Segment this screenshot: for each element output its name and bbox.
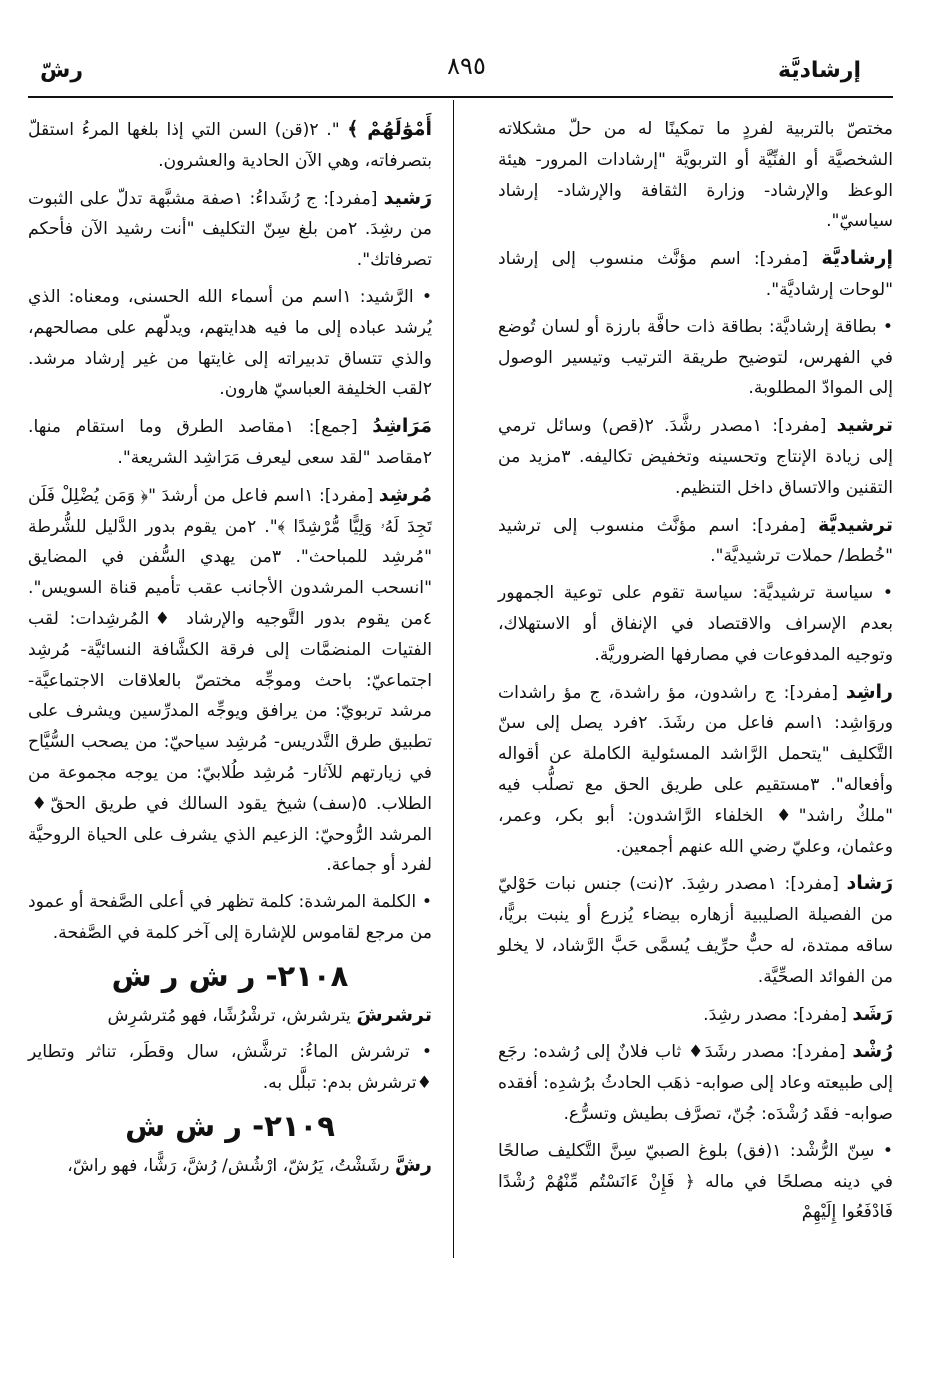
dictionary-entry (498, 868, 893, 992)
entry-headword: ترشيديَّة (817, 513, 893, 536)
dictionary-entry (28, 887, 432, 949)
entry-headword: رَشيد (383, 186, 433, 209)
dictionary-entry (498, 1136, 893, 1228)
dictionary-entry (28, 480, 432, 881)
entry-definition: • ترشرش الماءُ: ترشَّش، سال وقطَر، تناثر وتطاير ♦ترشرش بدم: تبلَّل به. (28, 1042, 432, 1094)
entry-definition: • الرَّشيد: ١اسم من أسماء الله الحسنى، ومعناه: الذي يُرشد عباده إلى ما فيه هدايتهم، ويدلّهم على مصالحهم، والذي تتساق تدبيراته إلى غايتها من غير إرشاد مرشد. ٢لقب الخليفة العباسيّ هارون. (28, 286, 432, 400)
entry-headword: رُشْد (852, 1040, 893, 1063)
entry-definition: [مفرد]: ١مصدر رشِدَ. ٢(نت) جنس نبات حَوْليّ من الفصيلة الصليبية أزهاره بيضاء يُزرع أو ينبت بريًّا، ساقه ممتدة، له حبٌّ حرِّيف يُسمَّى حَبَّ الرَّشاد، لا يخلو من الفوائد الصحِّيَّة. (498, 874, 893, 987)
entry-headword: مَرَاشِدُ (372, 415, 433, 438)
left-column (28, 114, 432, 1188)
entry-headword: راشِد (845, 680, 893, 703)
dictionary-entry (498, 510, 893, 573)
dictionary-entry (28, 1037, 432, 1099)
dictionary-entry (498, 410, 893, 503)
entry-definition: [جمع]: ١مقاصد الطرق وما استقام منها. ٢مقاصد "لقد سعى ليعرف مَرَاشِد الشريعة". (28, 417, 432, 468)
header-guide-word-right: إرشاديَّة (778, 58, 861, 83)
header-guide-word-left: رشّ (40, 58, 84, 83)
dictionary-entry (498, 312, 893, 404)
entry-headword: إرشاديَّة (821, 247, 893, 270)
entry-definition: [مفرد]: ١مصدر رشَّدَ. ٢(قص) وسائل ترمي إلى زيادة الإنتاج وتحسينه وتخفيض تكاليفه. ٣مزيد من التقنين والاتساق داخل التنظيم. (498, 416, 894, 498)
entry-headword: أَمْوَٰلَهُمْ ﴾ (347, 118, 433, 140)
dictionary-entry (498, 114, 893, 237)
dictionary-entry (28, 1000, 432, 1032)
entry-definition: • الكلمة المرشدة: كلمة تظهر في أعلى الصَّفحة أو عمود من مرجع لقاموس للإشارة إلى آخر كلمة في الصَّفحة. (28, 892, 432, 943)
entry-headword: مُرشِد (378, 483, 432, 506)
entry-definition: مختصّ بالتربية لفردٍ ما تمكينًا له من حلّ مشكلاته الشخصيَّة أو الفنِّيَّة أو التربويَّة "إرشادات المرور- هيئة الوعظ والإرشاد- وزارة الثقافة والإرشاد- إرشاد سياسيّ". (498, 119, 893, 232)
entry-definition: • سِنّ الرُّشْد: ١(فق) بلوغ الصبيّ سِنَّ التَّكليف صالحًا في دينه مصلحًا في ماله ﴿ فَإِنْ ءَانَسْتُم مِّنْهُمْ رُشْدًا فَادْفَعُوا إِلَيْهِمْ (498, 1140, 893, 1223)
entry-definition: [مفرد]: مصدر رشَدَ♦ ثاب فلانٌ إلى رُشده: رجَع إلى طبيعته وعاد إلى صوابه- ذهَب الحادثُ برُشدِه: أفقده صوابه- فقَد رُشْدَه: جُنّ، تصرَّف بطيش وتسرُّع. (498, 1042, 893, 1124)
root-heading-2108: ٢١٠٨- ر ش ر ش (111, 958, 349, 993)
entry-definition: [مفرد]: ١اسم فاعل من أرشدَ "﴿ وَمَن يُضْلِلْ فَلَن تَجِدَ لَهُۥ وَلِيًّا مُّرْشِدًا ﴾". ٢من يقوم بدور الدَّليل للشُّرطة "مُرشِد للمباحث". ٣من يهدي السُّفن في المضايق "انسحب المرشدون الأجانب عقب تأميم قناة السويس". ٤من يقوم بدور التَّوجيه والإرشاد ♦المُرشِدات: لقب الفتيات المنضمَّات إلى فرقة الكشَّافة النسائيَّة- مُرشِد اجتماعيّ: باحث وموجِّه مختصّ بالعلاقات الاجتماعيَّة- مرشد تربويّ: من يرافق ويوجِّه المدرِّسين ويشرف على تطبيق طرق التَّدريس- مُرشِد سياحيّ: من يصحب السُّيَّاح في زيارتهم للآثار- مُرشِد طُلابيّ: من يوجه مجموعة من الطلاب. ٥(سف) شيخ يقود السالك في طريق الحقّ♦ المرشد الرُّوحيّ: الزعيم الذي يشرف على الحياة الروحيَّة لفرد أو جماعة. (28, 485, 432, 876)
dictionary-entry (498, 243, 893, 306)
header-rule (28, 96, 893, 98)
entry-definition: [مفرد]: ج راشدون، مؤ راشدة، ج مؤ راشدات وروَاشِد: ١اسم فاعل من رشَدَ. ٢فرد يصل إلى سنّ التَّكليف "يتحمل الرَّاشد المسئولية الكاملة عن أقواله وأفعاله". ٣مستقيم على طريق الحق مع تصلُّب فيه "ملكٌ راشد"♦ الخلفاء الرَّاشدون: أبو بكر، وعمر، وعثمان، وعليّ رضي الله عنهم أجمعين. (498, 682, 893, 857)
page-number: ٨٩٥ (447, 52, 486, 80)
dictionary-entry (28, 282, 432, 405)
entry-headword: رَشاد (846, 872, 894, 895)
entry-definition: [مفرد]: مصدر رشِدَ. (703, 1004, 853, 1025)
entry-definition: • بطاقة إرشاديَّة: بطاقة ذات حافَّة بارزة أو لسان تُوضع في الفهرس، لتوضيح طريقة الترتيب وتيسير الوصول إلى الموادّ المطلوبة. (498, 316, 893, 399)
dictionary-entry (498, 999, 893, 1031)
dictionary-entry (28, 114, 432, 177)
entry-definition: [مفرد]: اسم مؤنَّث منسوب إلى ترشيد "خُطط/ حملات ترشيديَّة". (498, 515, 893, 567)
entry-definition: [مفرد]: اسم مؤنَّث منسوب إلى إرشاد "لوحات إرشاديَّة". (498, 249, 893, 300)
dictionary-entry (498, 677, 893, 863)
column-divider (453, 100, 454, 1258)
dictionary-entry (498, 578, 893, 670)
entry-definition: [مفرد]: ج رُشَداءُ: ١صفة مشبَّهة تدلّ على الثبوت من رشِدَ. ٢من بلغ سِنّ التكليف "أنت رشيد الآن فأحكم تصرفاتك". (28, 188, 432, 271)
entry-headword: رشَّ (394, 1153, 432, 1176)
dictionary-entry (28, 1150, 432, 1182)
dictionary-entry (28, 411, 432, 474)
entry-headword: رَشَد (852, 1002, 893, 1025)
entry-headword: ترشرشَ (356, 1003, 432, 1026)
entry-definition: رشَشْتُ، يَرُشّ، ارْشُش/ رُشَّ، رَشًّا، فهو راشّ، (67, 1155, 395, 1176)
entry-headword: ترشيد (836, 414, 893, 437)
entry-definition: يترشرش، ترشْرُشًا، فهو مُترشرِش (107, 1005, 357, 1026)
entry-definition: • سياسة ترشيديَّة: سياسة تقوم على توعية الجمهور بعدم الإسراف والاقتصاد في الإنفاق أو الاستهلاك، وتوجيه المدفوعات في مصارفها الضروريَّة. (498, 583, 893, 665)
right-column (498, 114, 893, 1234)
dictionary-entry (498, 1036, 893, 1129)
dictionary-entry (28, 183, 432, 276)
entry-definition: ". ٢(قن) السن التي إذا بلغها المرءُ استقلّ بتصرفاته، وهي الآن الحادية والعشرون. (28, 120, 432, 171)
root-heading-2109: ٢١٠٩- ر ش ش (125, 1108, 335, 1143)
